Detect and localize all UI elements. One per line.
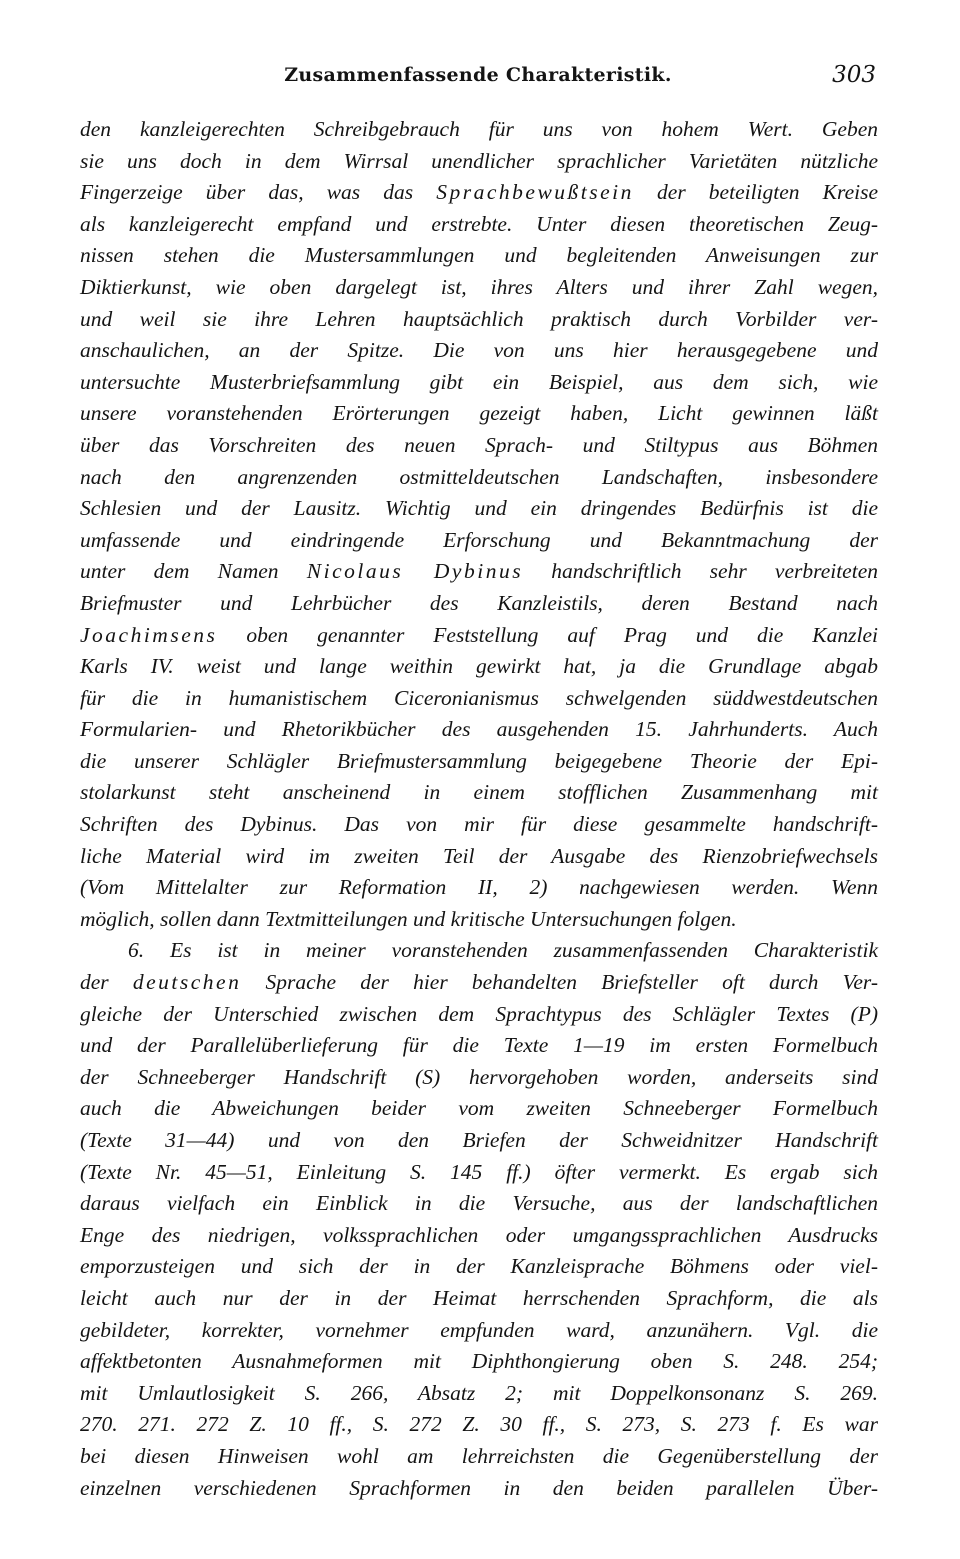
text-run: 6. Es ist in meiner voranstehenden zusammenfassenden Charakteristik [128, 938, 878, 963]
spaced-emphasis: deutschen [132, 970, 242, 995]
text-line [80, 493, 878, 525]
text-run: sie uns doch in dem Wirrsal unendlicher sprachlicher Varietäten nützliche [80, 148, 878, 173]
text-line [80, 1473, 878, 1505]
text-line [80, 967, 878, 999]
text-run: (Vom Mittelalter zur Reformation II, 2) nachgewiesen werden. Wenn [80, 875, 878, 900]
text-run: Diktierkunst, wie oben dargelegt ist, ihres Alters und ihrer Zahl wegen, [80, 274, 878, 299]
text-run: und der Parallelüberlieferung für die Texte 1—19 im ersten Formelbuch [80, 1033, 878, 1058]
text-run: oben genannter Feststellung auf Prag und die Kanzlei [217, 622, 878, 647]
text-run: bei diesen Hinweisen wohl am lehrreichsten die Gegenüberstellung der [80, 1443, 878, 1468]
text-line [80, 177, 878, 209]
text-run: untersuchte Musterbriefsammlung gibt ein Beispiel, aus dem sich, wie [80, 369, 878, 394]
text-run: der Schneeberger Handschrift (S) hervorgehoben worden, anderseits sind [80, 1064, 878, 1089]
page-number: 303 [832, 62, 876, 88]
text-line [80, 209, 878, 241]
running-head [80, 62, 876, 92]
text-line [80, 841, 878, 873]
text-run: über das Vorschreiten des neuen Sprach- und Stiltypus aus Böhmen [80, 432, 878, 457]
text-run: unsere voranstehenden Erörterungen gezeigt haben, Licht gewinnen läßt [80, 401, 878, 426]
text-line [80, 651, 878, 683]
text-run: gleiche der Unterschied zwischen dem Sprachtypus des Schlägler Textes (P) [80, 1001, 878, 1026]
text-run: und weil sie ihre Lehren hauptsächlich praktisch durch Vorbilder ver- [80, 306, 878, 331]
text-run: anschaulichen, an der Spitze. Die von uns hier herausgegebene und [80, 338, 878, 363]
text-run: (Texte Nr. 45—51, Einleitung S. 145 ff.) öfter vermerkt. Es ergab sich [80, 1159, 878, 1184]
text-line [80, 462, 878, 494]
running-title: Zusammenfassende Charakteristik. [284, 64, 672, 86]
text-line [80, 777, 878, 809]
text-line [80, 525, 878, 557]
text-line [80, 367, 878, 399]
text-line [80, 714, 878, 746]
text-line [80, 556, 878, 588]
text-run: stolarkunst steht anscheinend in einem stofflichen Zusammenhang mit [80, 780, 878, 805]
text-line [80, 1441, 878, 1473]
body-text [80, 114, 878, 1504]
text-run: als kanzleigerecht empfand und erstrebte. Unter diesen theoretischen Zeug- [80, 211, 878, 236]
text-run: emporzusteigen und sich der in der Kanzleisprache Böhmens oder viel- [80, 1254, 878, 1279]
text-run: Karls IV. weist und lange weithin gewirkt hat, ja die Grundlage abgab [80, 654, 878, 679]
text-line [80, 304, 878, 336]
text-run: unter dem Namen [80, 559, 307, 584]
text-line [80, 1378, 878, 1410]
text-line [80, 620, 878, 652]
text-line [80, 1125, 878, 1157]
text-run: (Texte 31—44) und von den Briefen der Schweidnitzer Handschrift [80, 1128, 878, 1152]
text-run: möglich, sollen dann Textmitteilungen und kritische Untersuchungen folgen. [80, 906, 737, 931]
text-line [80, 1157, 878, 1189]
text-run: den kanzleigerechten Schreibgebrauch für uns von hohem Wert. Geben [80, 117, 878, 141]
text-run: Sprache der hier behandelten Briefsteller oft durch Ver- [241, 970, 878, 995]
text-line [80, 872, 878, 904]
text-run: daraus vielfach ein Einblick in die Versuche, aus der landschaftlichen [80, 1191, 878, 1216]
text-line [80, 1251, 878, 1283]
text-line [80, 398, 878, 430]
text-line [80, 430, 878, 462]
text-line [80, 904, 878, 936]
text-line [80, 1283, 878, 1315]
text-run: der [80, 970, 133, 995]
spaced-emphasis: Nicolaus Dybinus [306, 559, 524, 584]
text-run: leicht auch nur der in der Heimat herrschenden Sprachform, die als [80, 1285, 878, 1310]
text-line [80, 1030, 878, 1062]
text-run: einzelnen verschiedenen Sprachformen in den beiden parallelen Über- [80, 1475, 878, 1500]
text-line [80, 1062, 878, 1094]
text-run: umfassende und eindringende Erforschung und Bekanntmachung der [80, 527, 878, 552]
text-line [80, 114, 878, 146]
text-run: Formularien- und Rhetorikbücher des ausgehenden 15. Jahrhunderts. Auch [80, 717, 878, 742]
text-line [80, 935, 878, 967]
text-run: Briefmuster und Lehrbücher des Kanzleistils, deren Bestand nach [80, 590, 878, 615]
text-run: auch die Abweichungen beider vom zweiten Schneeberger Formelbuch [80, 1096, 878, 1121]
text-run: nach den angrenzenden ostmitteldeutschen Landschaften, insbesondere [80, 464, 878, 489]
spaced-emphasis: Joachimsens [80, 622, 218, 647]
text-run: mit Umlautlosigkeit S. 266, Absatz 2; mit Doppelkonsonanz S. 269. [80, 1380, 878, 1405]
text-line [80, 1093, 878, 1125]
text-line [80, 335, 878, 367]
text-line [80, 1346, 878, 1378]
text-run: handschriftlich sehr verbreiteten [523, 559, 878, 584]
text-run: liche Material wird im zweiten Teil der Ausgabe des Rienzobriefwechsels [80, 843, 878, 868]
text-run: Schlesien und der Lausitz. Wichtig und ein dringendes Bedürfnis ist die [80, 496, 878, 521]
text-run: der beteiligten Kreise [633, 180, 878, 205]
text-run: gebildeter, korrekter, vornehmer empfunden ward, anzunähern. Vgl. die [80, 1317, 878, 1342]
text-run: Schriften des Dybinus. Das von mir für diese gesammelte handschrift- [80, 812, 878, 837]
text-run: 270. 271. 272 Z. 10 ff., S. 272 Z. 30 ff., S. 273, S. 273 f. Es war [80, 1412, 878, 1437]
text-line [80, 272, 878, 304]
text-run: affektbetonten Ausnahmeformen mit Diphthongierung oben S. 248. 254; [80, 1349, 878, 1374]
text-line [80, 1315, 878, 1347]
text-line [80, 1220, 878, 1252]
text-run: die unserer Schlägler Briefmustersammlung beigegebene Theorie der Epi- [80, 748, 878, 773]
text-line [80, 588, 878, 620]
text-line [80, 809, 878, 841]
text-line [80, 746, 878, 778]
text-line [80, 240, 878, 272]
text-line [80, 683, 878, 715]
text-run: für die in humanistischem Ciceronianismus schwelgenden süddwestdeutschen [80, 685, 878, 710]
text-line [80, 1409, 878, 1441]
text-line [80, 146, 878, 178]
text-line [80, 999, 878, 1031]
text-run: Fingerzeige über das, was das [80, 180, 437, 205]
text-line [80, 1188, 878, 1220]
spaced-emphasis: Sprachbewußtsein [436, 180, 634, 205]
text-run: nissen stehen die Mustersammlungen und begleitenden Anweisungen zur [80, 243, 878, 268]
text-run: Enge des niedrigen, volkssprachlichen oder umgangssprachlichen Ausdrucks [80, 1222, 878, 1247]
